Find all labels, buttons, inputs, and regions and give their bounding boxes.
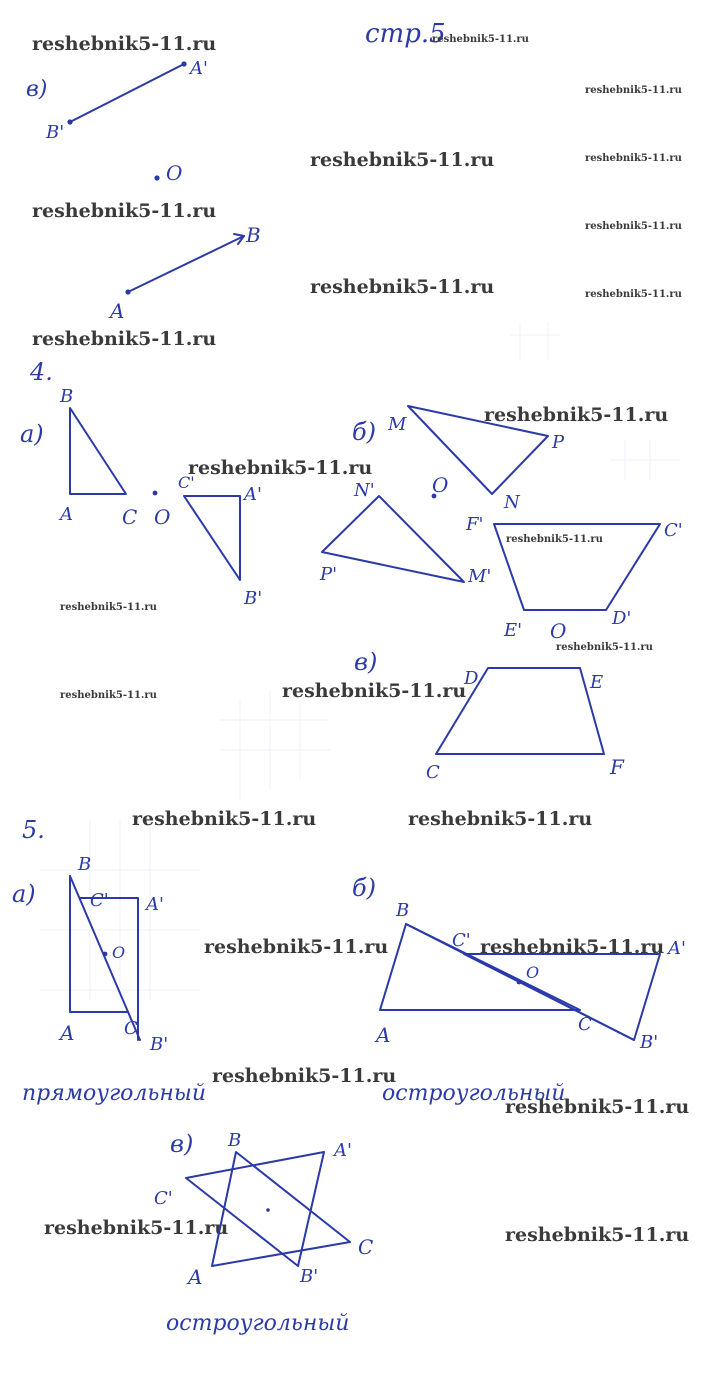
label-n1: N' (354, 480, 375, 501)
part-label: б) (352, 874, 377, 902)
label-p: P (552, 432, 565, 453)
label-f: F (610, 755, 624, 779)
part-label: б) (352, 418, 377, 446)
label-a: A (376, 1023, 391, 1047)
triangle-figure-5b (352, 874, 686, 1053)
watermark: reshebnik5-11.ru (480, 936, 665, 958)
label-o: O (432, 473, 449, 497)
label-n: N (504, 492, 520, 513)
watermark: reshebnik5-11.ru (32, 200, 217, 222)
watermark: reshebnik5-11.ru (505, 1224, 690, 1246)
label-d: D (464, 668, 479, 689)
watermark: reshebnik5-11.ru (204, 936, 389, 958)
watermark: reshebnik5-11.ru (585, 153, 682, 164)
segment-figure-v (26, 58, 261, 323)
label-c1: C' (452, 930, 471, 951)
label-b1: B' (46, 122, 65, 143)
label-c1: C' (154, 1188, 173, 1209)
watermark: reshebnik5-11.ru (310, 149, 495, 171)
triangle-m1n1p1 (322, 496, 464, 582)
watermark: reshebnik5-11.ru (484, 404, 669, 426)
triangle-figure-4b (319, 406, 565, 587)
triangle-abc (70, 408, 126, 494)
watermark: reshebnik5-11.ru (282, 680, 467, 702)
point-o (154, 175, 159, 180)
point-b1 (67, 119, 72, 124)
triangle-figure-4a (20, 386, 262, 609)
label-b: B (60, 386, 74, 407)
watermark: reshebnik5-11.ru (132, 808, 317, 830)
watermark: reshebnik5-11.ru (60, 602, 157, 613)
label-a1: A' (244, 484, 262, 505)
label-b1: B' (300, 1266, 319, 1287)
watermark: reshebnik5-11.ru (212, 1065, 397, 1087)
label-c: C (124, 1018, 138, 1039)
label-c: C (578, 1014, 592, 1035)
page-number-label: стр.5 (365, 19, 446, 49)
watermark: reshebnik5-11.ru (585, 221, 682, 232)
triangle-figure-5v (154, 1130, 373, 1289)
point-o (517, 980, 522, 985)
watermark: reshebnik5-11.ru (408, 808, 593, 830)
part-label: в) (26, 77, 48, 102)
label-m1: M' (468, 566, 492, 587)
label-m: M (388, 414, 407, 435)
label-o: O (112, 943, 126, 962)
label-a: A (60, 504, 73, 525)
task-number-4: 4. (30, 358, 53, 386)
label-o: O (154, 505, 171, 529)
label-c: C (358, 1235, 374, 1259)
label-c: C (122, 505, 138, 529)
watermark: reshebnik5-11.ru (32, 328, 217, 350)
label-c: C (426, 762, 440, 783)
point-o (153, 491, 158, 496)
part-label: в) (170, 1130, 194, 1158)
watermark: reshebnik5-11.ru (32, 33, 217, 55)
label-c1: C' (178, 473, 195, 492)
answer-b: остроугольный (382, 1081, 566, 1106)
part-label: а) (20, 420, 44, 448)
point-a1 (181, 61, 186, 66)
task-number-5: 5. (22, 816, 45, 844)
label-a: A (188, 1265, 203, 1289)
label-e1: E' (504, 620, 523, 641)
label-b1: B' (244, 588, 263, 609)
label-a1: A' (190, 58, 208, 79)
label-a1: A' (668, 938, 686, 959)
triangle-a1b1c1 (186, 1152, 324, 1266)
point-o (266, 1208, 270, 1212)
label-f1: F' (466, 514, 484, 535)
watermark: reshebnik5-11.ru (44, 1217, 229, 1239)
label-o: O (526, 963, 540, 982)
segment-a-b (128, 236, 244, 292)
part-label: а) (12, 880, 36, 908)
label-b: B (228, 1130, 242, 1151)
label-d1: D' (612, 608, 632, 629)
label-b: B (246, 223, 261, 247)
label-b1: B' (150, 1034, 169, 1055)
watermark: reshebnik5-11.ru (585, 289, 682, 300)
label-o: O (166, 161, 183, 185)
point-a (125, 289, 130, 294)
part-label: в) (354, 648, 378, 676)
watermark: reshebnik5-11.ru (585, 85, 682, 96)
watermark: reshebnik5-11.ru (506, 534, 603, 545)
label-b1: B' (640, 1032, 659, 1053)
triangle-a1b1c1 (184, 496, 240, 580)
label-c1: C' (90, 890, 109, 911)
label-b: B (78, 854, 92, 875)
answer-v: остроугольный (166, 1311, 350, 1336)
label-c1: C' (664, 520, 683, 541)
label-o: O (550, 619, 567, 643)
label-p1: P' (320, 564, 338, 585)
watermark: reshebnik5-11.ru (310, 276, 495, 298)
watermark: reshebnik5-11.ru (505, 1096, 690, 1118)
watermark: reshebnik5-11.ru (188, 457, 373, 479)
answer-a: прямоугольный (22, 1081, 206, 1106)
watermark: reshebnik5-11.ru (556, 642, 653, 653)
label-a1: A' (334, 1140, 352, 1161)
segment-a1-b1 (70, 64, 184, 122)
watermark: reshebnik5-11.ru (432, 34, 529, 45)
point-o (103, 952, 108, 957)
label-a1: A' (146, 894, 164, 915)
label-e: E (590, 672, 604, 693)
watermark: reshebnik5-11.ru (60, 690, 157, 701)
label-a: A (110, 299, 125, 323)
label-a: A (60, 1021, 75, 1045)
label-b: B (396, 900, 410, 921)
